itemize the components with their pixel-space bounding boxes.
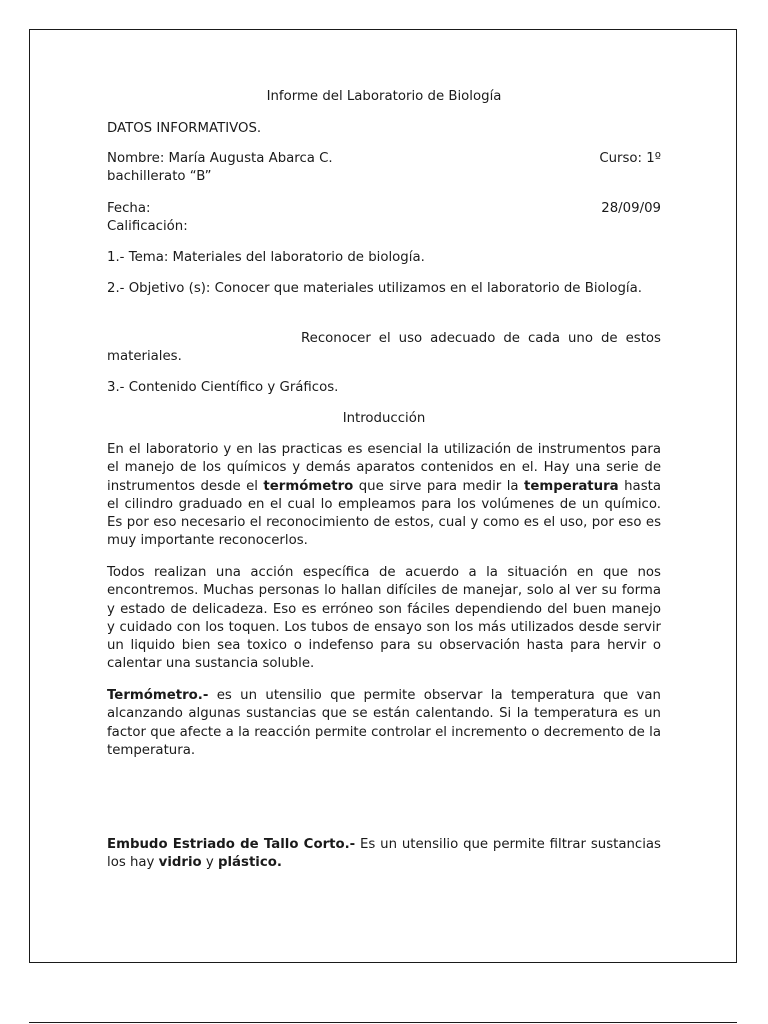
para1-bold-temperatura: temperatura	[524, 478, 619, 494]
nombre-block	[107, 150, 661, 187]
para1-text-a: En el laboratorio y en las practicas es esencial la utilización de instrumentos para el manejo de los químicos y demás aparatos contenidos en el. Hay una serie de instrumentos desde el	[107, 442, 661, 494]
embudo-vidrio: vidrio	[158, 855, 202, 871]
termometro-text: es un utensilio que permite observar la temperatura que van alcanzando algunas sustancias que se están calentando. Si la temperatura es un factor que afecte a la reacción permite controlar el incremento o decremento de la temperatura.	[107, 688, 661, 758]
tema-line: 1.- Tema: Materiales del laboratorio de biología.	[107, 250, 425, 265]
intro-paragraph-2: Todos realizan una acción específica de acuerdo a la situación en que nos encontremos. Muchas personas lo hallan difíciles de manejar, solo al ver su forma y estado de delicadeza. Eso es erróneo son fáciles dependiendo del buen manejo y cuidado con los toquen. Los tubos de ensayo son los más utilizados desde servir un liquido bien sea toxico o indefenso para su observación hasta para hervir o calentar una sustancia soluble.	[107, 565, 661, 672]
termometro-paragraph	[107, 687, 661, 760]
contenido-line: 3.- Contenido Científico y Gráficos.	[107, 380, 339, 395]
next-page-edge	[29, 1022, 737, 1023]
calificacion-label: Calificación:	[107, 219, 188, 235]
fecha-value: 28/09/09	[601, 201, 661, 216]
termometro-term: Termómetro.-	[107, 688, 209, 703]
objetivo-line: 2.- Objetivo (s): Conocer que materiales utilizamos en el laboratorio de Biología.	[107, 281, 642, 296]
introduccion-heading: Introducción	[342, 411, 426, 426]
embudo-text: Es un utensilio que permite filtrar sustancias los hay	[107, 837, 661, 871]
embudo-term: Embudo Estriado de Tallo Corto.-	[107, 837, 356, 852]
nombre-field: Nombre: María Augusta Abarca C.	[107, 151, 333, 166]
document-title: Informe del Laboratorio de Biología	[266, 89, 502, 104]
fecha-block	[107, 200, 661, 237]
intro-paragraph-1	[107, 441, 661, 551]
curso-continuation: bachillerato “B”	[107, 169, 212, 185]
fecha-label: Fecha:	[107, 201, 151, 216]
para1-bold-termometro: termómetro	[263, 478, 354, 494]
embudo-plastico: plástico.	[217, 855, 282, 871]
datos-heading: DATOS INFORMATIVOS.	[107, 121, 262, 136]
embudo-paragraph	[107, 836, 661, 873]
curso-field: Curso: 1º	[599, 151, 661, 166]
embudo-y: y	[201, 855, 218, 871]
objetivo-secondary: Reconocer el uso adecuado de cada uno de estos materiales.	[107, 331, 661, 365]
para1-text-d: hasta el cilindro graduado en el cual lo empleamos para los volúmenes de un químico. Es por eso necesario el reconocimiento de estos, cual y como es el uso, por eso es muy importante reconocerlos.	[107, 478, 661, 549]
para1-text-c: que sirve para medir la	[353, 478, 524, 494]
document-page	[29, 29, 737, 963]
